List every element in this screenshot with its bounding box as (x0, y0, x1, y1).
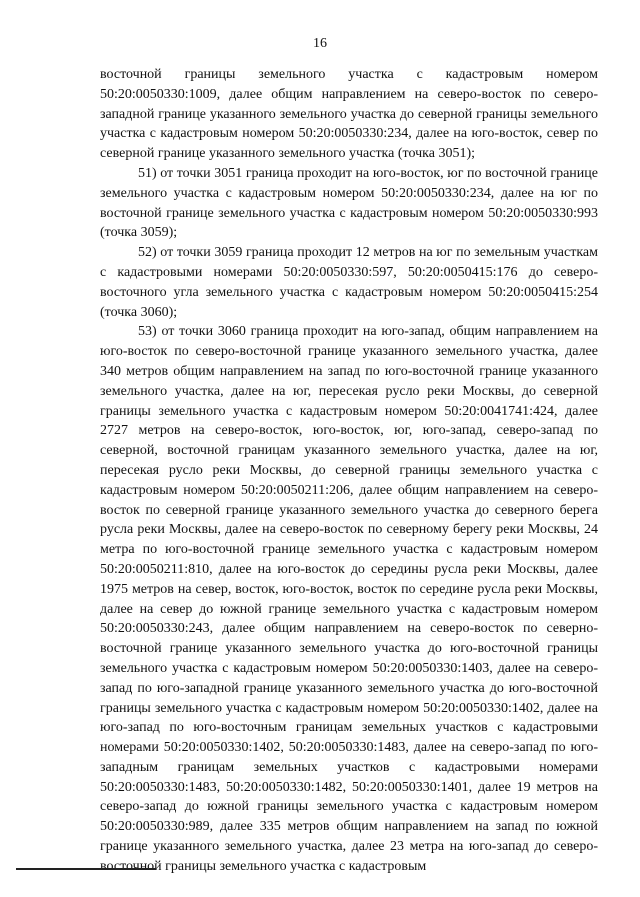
paragraph-item-51: 51) от точки 3051 граница проходит на юго-восток, юг по восточной границе земельного участка с кадастровым номером 50:20:0050330:234, далее на юг по восточной границе земельного участка с кадастровым номером 50:20:0050330:993 (точка 3059); (100, 165, 598, 241)
paragraph-item-53: 53) от точки 3060 граница проходит на юго-запад, общим направлением на юго-восток по северо-восточной границе указанного земельного участка, далее 340 метров общим направлением на запад по юго-восточной границе указанного земельного участка, далее на юг, пересекая русло реки Москвы, до северной границы земельного участка с кадастровым номером 50:20:0041741:424, далее 2727 метров на северо-восток, юго-восток, юг, юго-запад, северо-запад по северной, восточной границам указанного земельного участка, далее на юг, пересекая русло реки Москвы, до северной границы земельного участка с кадастровым номером 50:20:0050211:206, далее общим направлением на северо-восток по северной границе указанного земельного участка до северного берега русла реки Москвы, далее на северо-восток по северному берегу реки Москвы, 24 метра по юго-восточной границе земельного участка с кадастровым номером 50:20:0050211:810, далее на юго-восток до середины русла реки Москвы, далее 1975 метров на север, восток, юго-восток, восток по середине русла реки Москвы, далее на север до южной границе земельного участка с кадастровым номером 50:20:0050330:243, далее общим направлением на северо-восток по северно-восточной границе указанного земельного участка до юго-восточной границы земельного участка с кадастровым номером 50:20:0050330:1403, далее на северо-запад по юго-западной границе указанного земельного участка до юго-восточной границы земельного участка с кадастровым номером 50:20:0050330:1402, далее на юго-запад по юго-восточным границам земельных участков с кадастровыми номерами 50:20:0050330:1402, 50:20:0050330:1483, далее на северо-запад по юго-западным границам земельных участков с кадастровыми номерами 50:20:0050330:1483, 50:20:0050330:1482, 50:20:0050330:1401, далее 19 метров на северо-запад до южной границы земельного участка с кадастровым номером 50:20:0050330:989, далее 335 метров общим направлением на запад по южной границе указанного земельного участка, далее 23 метра на юго-запад до северо-восточной границы земельного участка с кадастровым (100, 324, 598, 874)
page-number: 16 (313, 36, 327, 51)
paragraph-item-52: 52) от точки 3059 граница проходит 12 метров на юг по земельным участкам с кадастровыми номерами 50:20:0050330:597, 50:20:0050415:176 до северо-восточного угла земельного участка с кадастровым номером 50:20:0050415:254 (точка 3060); (100, 245, 598, 320)
document-body (100, 65, 598, 877)
footnote-divider (16, 868, 156, 870)
paragraph-continuation: восточной границы земельного участка с кадастровым номером 50:20:0050330:1009, далее общим направлением на северо-восток по северо-западной границе указанного земельного участка до северной границы земельного участка с кадастровым номером 50:20:0050330:234, далее на юго-восток, север по северной границе указанного земельного участка (точка 3051); (100, 67, 598, 162)
